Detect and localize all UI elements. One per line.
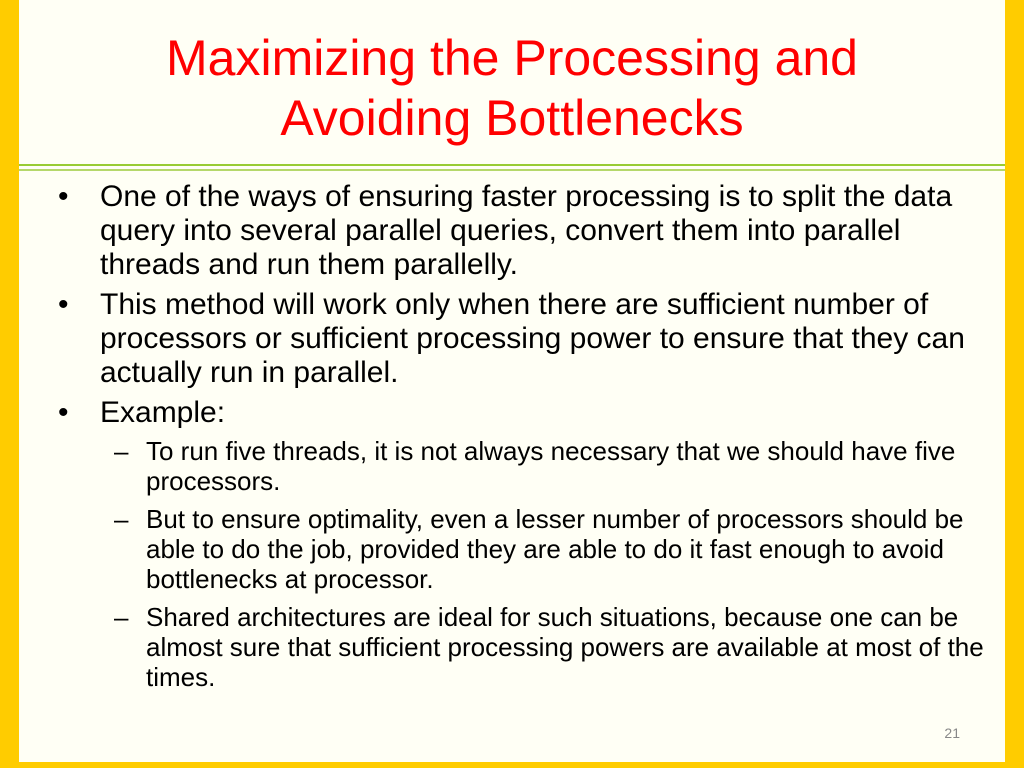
bullet-item: [58, 180, 998, 282]
sub-bullet-mark: –: [114, 504, 129, 534]
sub-bullet-item: [58, 602, 998, 692]
bullet-mark: •: [58, 180, 69, 213]
sub-bullet-text: Shared architectures are ideal for such situations, because one can be almost sure that sufficient processing powers are available at most of the times.: [146, 602, 984, 692]
divider-line-top: [19, 164, 1005, 166]
sub-bullet-text: But to ensure optimality, even a lesser number of processors should be able to do the job, provided they are able to do it fast enough to avoid bottlenecks at processor.: [146, 504, 964, 594]
bullet-text: Example:: [100, 396, 226, 429]
title-line-2: Avoiding Bottlenecks: [280, 90, 744, 146]
sub-bullet-text: To run five threads, it is not always necessary that we should have five processors.: [146, 436, 956, 496]
sub-bullet-mark: –: [114, 436, 129, 466]
bullet-mark: •: [58, 396, 69, 429]
title-divider: [19, 164, 1005, 173]
slide-body: [58, 180, 998, 700]
bullet-item: [58, 288, 998, 390]
bullet-mark: •: [58, 288, 69, 321]
sub-bullet-mark: –: [114, 602, 129, 632]
sub-bullet-item: [58, 504, 998, 594]
sub-bullet-item: [58, 436, 998, 496]
divider-line-bottom: [19, 169, 1005, 171]
slide-title: [19, 28, 1005, 148]
bullet-item: [58, 396, 998, 430]
title-line-1: Maximizing the Processing and: [166, 30, 858, 86]
bullet-text: This method will work only when there are sufficient number of processors or sufficient processing power to ensure that they can actually run in parallel.: [100, 288, 965, 389]
page-number: 21: [944, 725, 960, 741]
bullet-text: One of the ways of ensuring faster processing is to split the data query into several parallel queries, convert them into parallel threads and run them parallelly.: [100, 180, 953, 281]
